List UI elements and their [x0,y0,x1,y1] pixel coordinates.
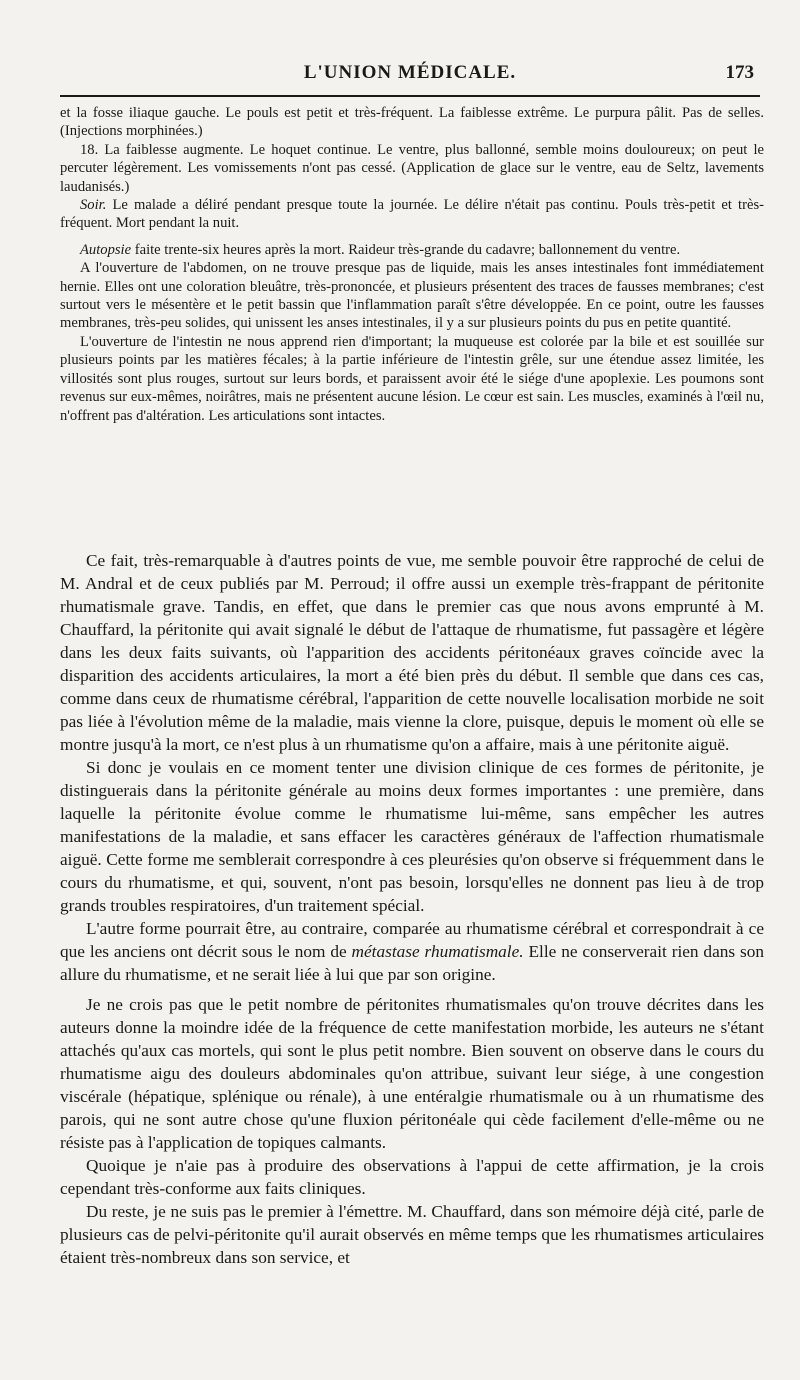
body-italic: métastase rhumatismale. [351,942,524,961]
notes-paragraph [60,241,764,259]
notes-paragraph [60,196,764,233]
body-paragraph: Je ne crois pas que le petit nombre de péritonites rhumatismales qu'on trouve décrites dans les auteurs donne la moindre idée de la fréquence de cette manifestation morbide, les auteurs ne s'étant attachés qu'aux cas mortels, qui sont le plus petit nombre. Bien souvent on observe dans le cours du rhumatisme aigu des douleurs abdominales qu'on attribue, suivant leur siége, à une congestion viscérale (hépatique, splénique ou rénale), à une entéralgie rhumatismale ou à un rhumatisme des parois, qui ne sont autre chose qu'une fluxion péritonéale qui cède facilement d'elle-même ou ne résiste pas à l'application de topiques calmants. [60,995,764,1152]
running-title: L'UNION MÉDICALE. [303,62,517,83]
notes-text: faite trente-six heures après la mort. Raideur très-grande du cadavre; ballonnement du ventre. [131,241,681,258]
body-paragraph: Du reste, je ne suis pas le premier à l'émettre. M. Chauffard, dans son mémoire déjà cité, parle de plusieurs cas de pelvi-péritonite qu'il aurait observés en même temps que les rhumatismes articulaires étaient très-nombreux dans son service, et [60,1202,764,1267]
notes-label: Autopsie [80,241,132,258]
body-text: Elle ne conserverait rien dans son allure du rhumatisme, et ne serait liée à lui que par son origine. [60,942,764,984]
case-notes [60,104,764,425]
page-number: 173 [725,62,754,83]
main-text [60,549,764,1269]
notes-paragraph: A l'ouverture de l'abdomen, on ne trouve presque pas de liquide, mais les anses intestinales font immédiatement hernie. Elles ont une coloration bleuâtre, très-prononcée, et plusieurs présentent des traces de fausses membranes; c'est surtout vers le mésentère et le petit bassin que l'inflammation paraît s'être développée. En ce point, outre les fausses membranes, très-peu solides, qui unissent les anses intestinales, il y a sur plusieurs points du pus en petite quantité. [60,260,764,332]
body-paragraph [60,917,764,986]
page-header [60,56,760,90]
body-paragraph: Quoique je n'aie pas à produire des observations à l'appui de cette affirmation, je la crois cependant très-conforme aux faits cliniques. [60,1156,764,1198]
notes-paragraph: L'ouverture de l'intestin ne nous apprend rien d'important; la muqueuse est colorée par la bile et est souillée sur plusieurs points par les matières fécales; à la partie inférieure de l'intestin grêle, sur une étendue assez limitée, les villosités sont plus rouges, surtout sur leurs bords, et paraissent avoir été le siége d'une apoplexie. Les poumons sont revenus sur eux-mêmes, noirâtres, mais ne présentent aucune lésion. Le cœur est sain. Les muscles, examinés à l'œil nu, n'offrent pas d'altération. Les articulations sont intactes. [60,333,764,424]
header-rule [60,95,760,97]
notes-text: Le malade a déliré pendant presque toute la journée. Le délire n'était pas continu. Pouls très-petit et très-fréquent. Mort pendant la nuit. [60,197,764,232]
notes-paragraph: 18. La faiblesse augmente. Le hoquet continue. Le ventre, plus ballonné, semble moins douloureux; on peut le percuter légèrement. Les vomissements n'ont pas cessé. (Application de glace sur le ventre, eau de Seltz, lavements laudanisés.) [60,141,764,195]
body-paragraph: Si donc je voulais en ce moment tenter une division clinique de ces formes de péritonite, je distinguerais dans la péritonite générale au moins deux formes importantes : une première, dans laquelle la péritonite évolue comme le rhumatisme lui-même, sans empêcher les autres manifestations de la maladie, et sans effacer les caractères généraux de l'affection rhumatismale aiguë. Cette forme me semblerait correspondre à ces pleurésies qu'on observe si fréquemment dans le cours du rhumatisme, et qui, souvent, n'ont pas besoin, lorsqu'elles ne donnent pas lieu à de trop grands troubles respiratoires, d'un traitement spécial. [60,758,764,915]
notes-paragraph: et la fosse iliaque gauche. Le pouls est petit et très-fréquent. La faiblesse extrême. Le purpura pâlit. Pas de selles. (Injections morphinées.) [60,105,764,140]
notes-label: Soir. [80,197,107,214]
body-text: L'autre forme pourrait être, au contraire, comparée au rhumatisme cérébral et correspondrait à ce que les anciens ont décrit sous le nom de [60,919,764,961]
body-paragraph: Ce fait, très-remarquable à d'autres points de vue, me semble pouvoir être rapproché de celui de M. Andral et de ceux publiés par M. Perroud; il offre aussi un exemple très-frappant de péritonite rhumatismale grave. Tandis, en effet, que dans le premier cas que nous avons emprunté à M. Chauffard, la péritonite qui avait signalé le début de l'attaque de rhumatisme, fut passagère et légère dans les deux faits suivants, où l'apparition des accidents péritonéaux graves coïncide avec la disparition des accidents articulaires, la mort a été bien près du début. Il semble que dans ces cas, comme dans ceux de rhumatisme cérébral, l'apparition de cette nouvelle localisation morbide ne soit pas liée à l'évolution même de la maladie, mais vienne la clore, puisque, depuis le moment où elle se montre jusqu'à la mort, ce n'est plus à un rhumatisme qu'on a affaire, mais à une péritonite aiguë. [60,551,764,754]
